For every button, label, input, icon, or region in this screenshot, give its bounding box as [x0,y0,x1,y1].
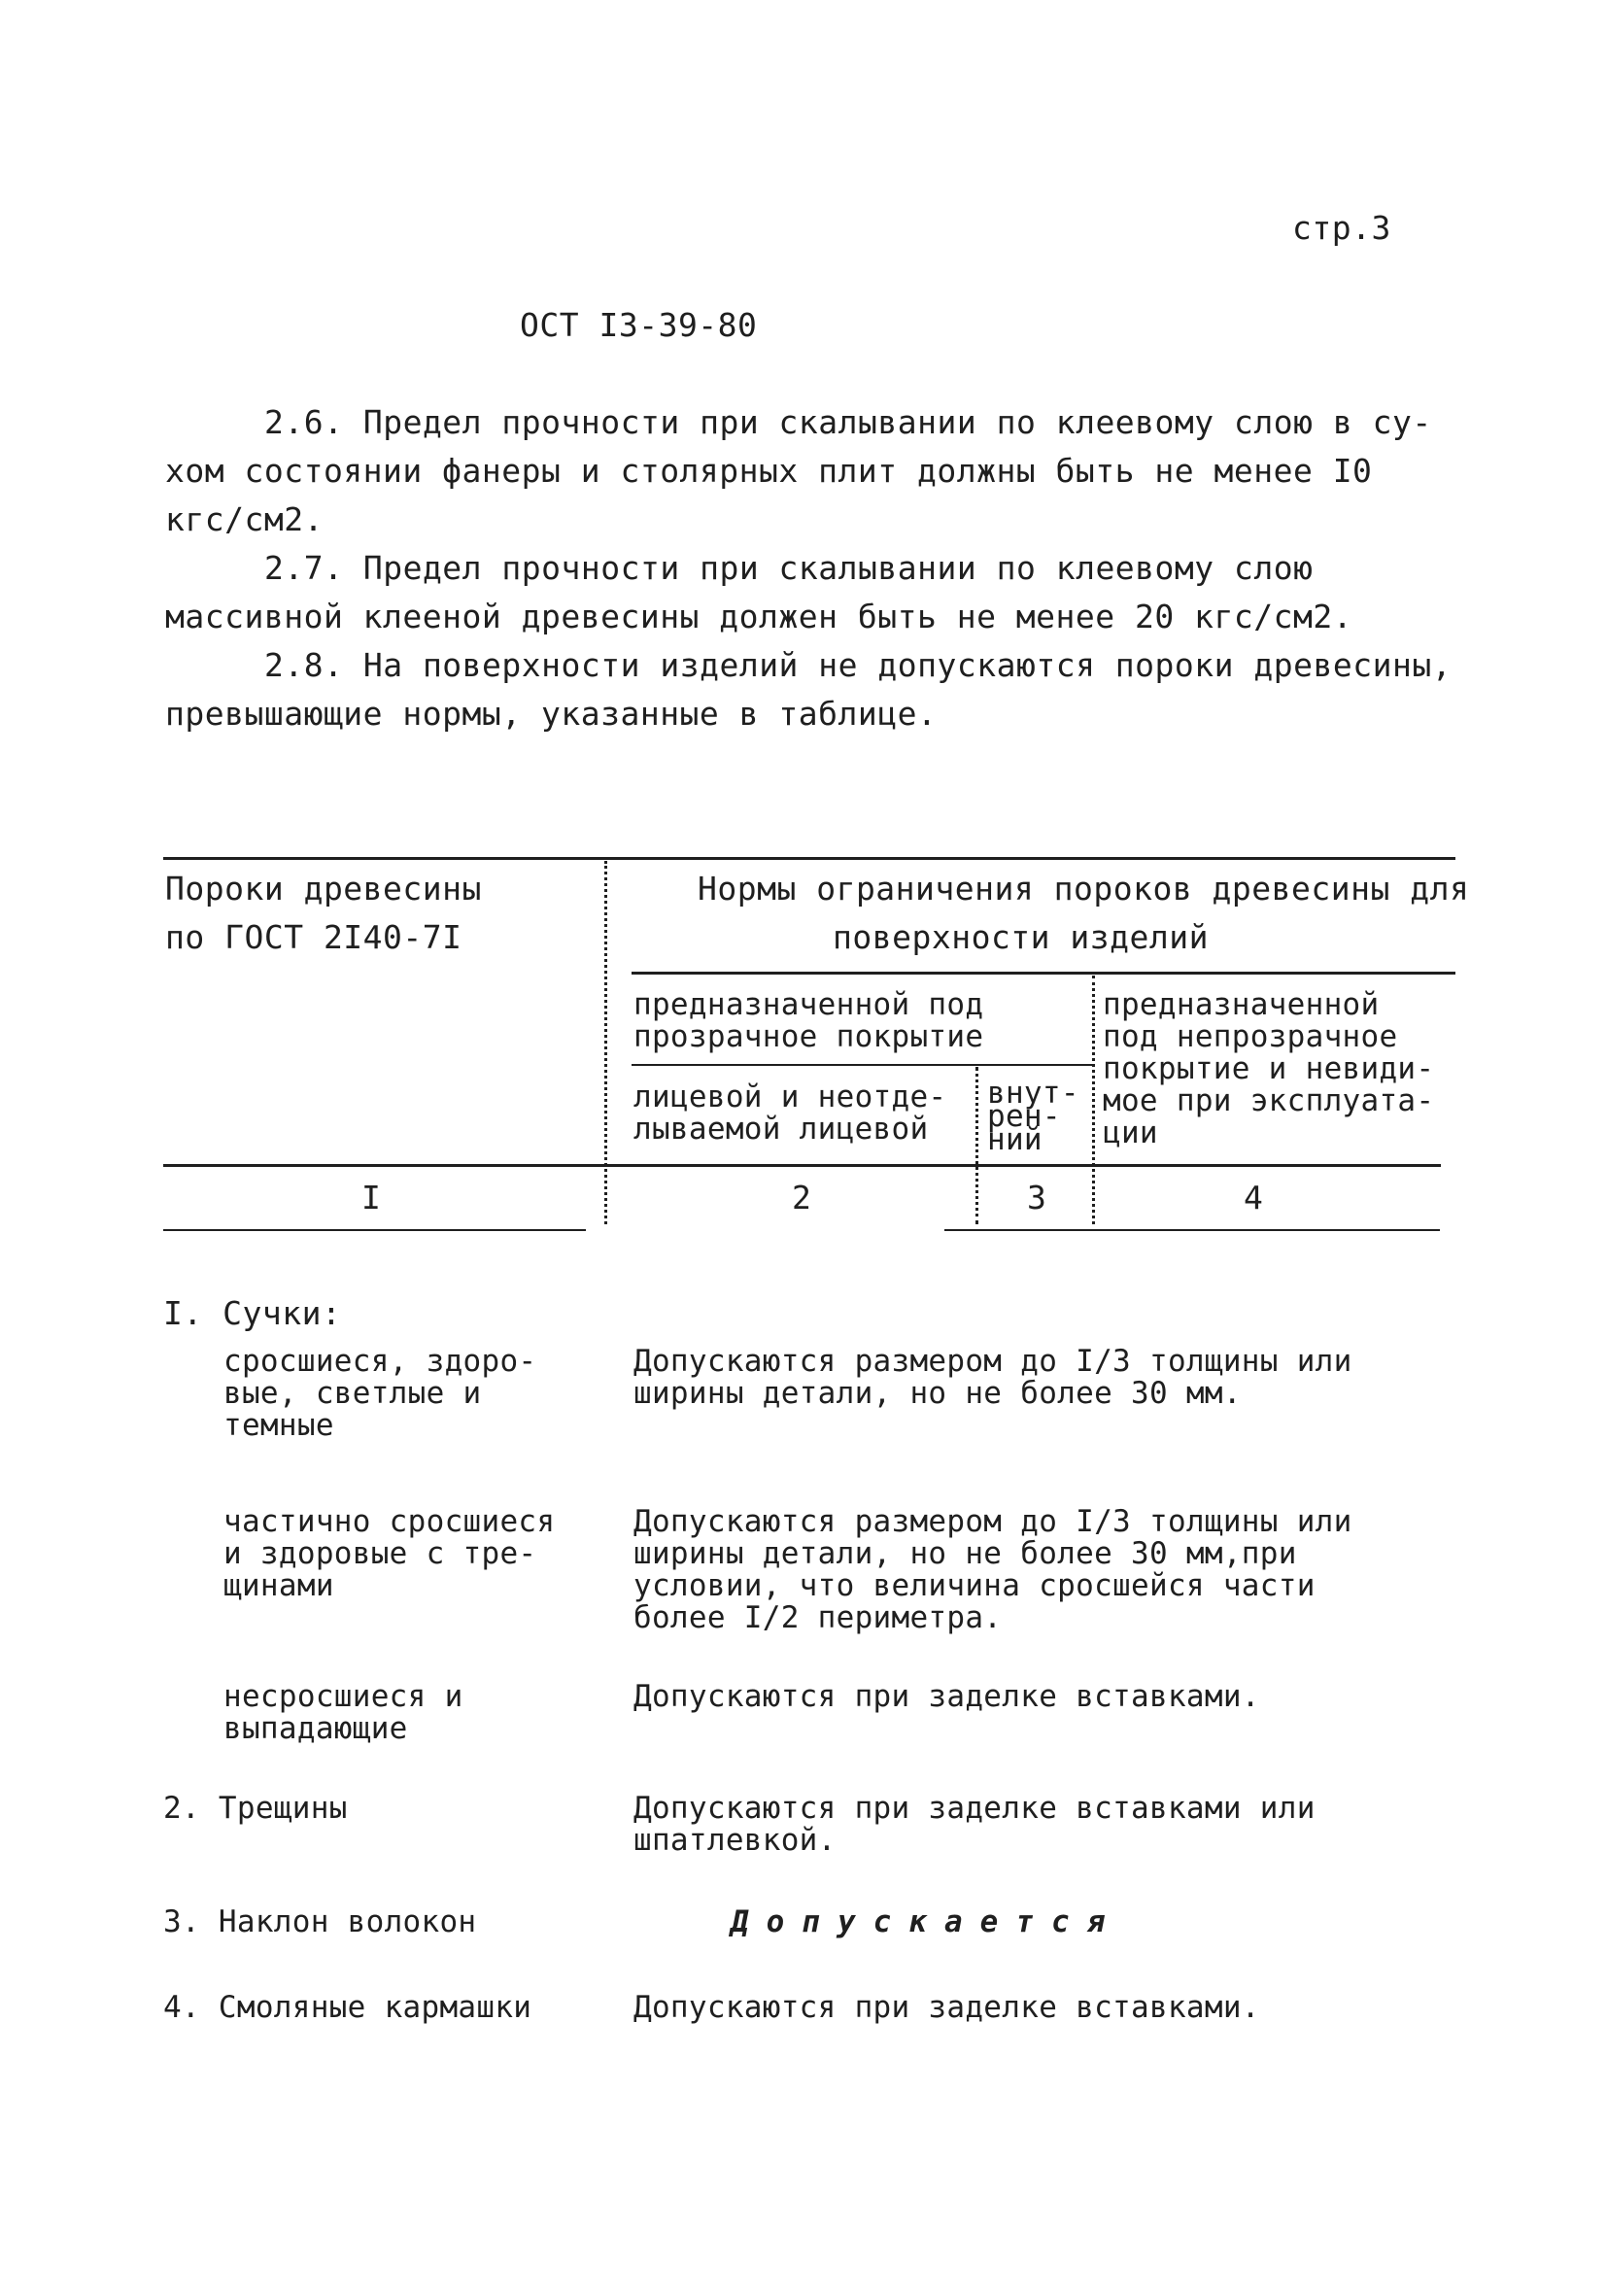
header-bottom-rule [163,1164,1441,1167]
col1-header-line-2: по ГОСТ 2I40-7I [165,918,462,956]
numbering-bottom-rule-left [163,1229,586,1231]
table-top-rule [163,857,1455,860]
row-knots-unfused-name: несросшиеся и выпадающие [223,1679,463,1746]
page-number: стр.3 [1292,209,1391,247]
norms-subheader-rule [632,972,1455,975]
norms-header-line-2: поверхности изделий [833,918,1209,956]
paragraph-2-6-line-3: кгс/см2. [165,500,324,538]
transparent-coating-header: предназначенной под прозрачное покрытие [633,987,984,1054]
column-number-3: 3 [1027,1179,1047,1217]
row-knots-fused-name: сросшиеся, здоро- вые, светлые и темные [223,1344,537,1443]
paragraph-2-7-line-2: массивной клееной древесины должен быть не менее 20 кгс/см2. [165,598,1353,635]
row-slope-name: 3. Наклон волокон [163,1904,477,1939]
paragraph-2-6-line-1: 2.6. Предел прочности при скалывании по клеевому слою в су- [264,403,1432,441]
row-cracks-norm: Допускаются при заделке вставками или шпатлевкой. [633,1791,1316,1858]
row-knots-partial-norm: Допускаются размером до I/3 толщины или ширины детали, но не более 30 мм,при условии, что величина сросшейся части более I/2 периметра. [633,1504,1352,1635]
column-divider-3 [1092,976,1095,1224]
inner-surface-header: внут- рен- ний [987,1076,1079,1157]
numbering-bottom-rule-right [944,1229,1440,1231]
row-resin-name: 4. Смоляные кармашки [163,1990,532,2025]
norms-header-line-1: Нормы ограничения пороков древесины для [698,870,1470,908]
face-surface-header: лицевой и неотде- лываемой лицевой [633,1079,947,1147]
paragraph-2-7-line-1: 2.7. Предел прочности при скалывании по клеевому слою [264,549,1314,587]
col1-header-line-1: Пороки древесины [165,870,482,908]
paragraph-2-6-line-2: хом состоянии фанеры и столярных плит должны быть не менее I0 [165,452,1373,490]
row-knots-fused-norm: Допускаются размером до I/3 толщины или ширины детали, но не более 30 мм. [633,1344,1352,1411]
transparent-subheader-rule [632,1064,1093,1066]
row-knots-partial-name: частично сросшиеся и здоровые с тре- щинами [223,1504,556,1603]
paragraph-2-8-line-2: превышающие нормы, указанные в таблице. [165,695,938,733]
row-knots-unfused-norm: Допускаются при заделке вставками. [633,1679,1260,1714]
column-divider-2 [975,1067,978,1224]
row-knots-title: I. Сучки: [163,1294,342,1332]
paragraph-2-8-line-1: 2.8. На поверхности изделий не допускаются пороки древесины, [264,646,1453,684]
row-cracks-name: 2. Трещины [163,1791,348,1826]
column-divider-1 [604,861,607,1224]
row-resin-norm: Допускаются при заделке вставками. [633,1990,1260,2025]
column-number-2: 2 [792,1179,812,1217]
document-code: ОСТ I3-39-80 [520,306,758,344]
row-slope-norm: Допускается [731,1904,1123,1939]
column-number-1: I [361,1179,382,1217]
column-number-4: 4 [1244,1179,1264,1217]
opaque-coating-header: предназначенной под непрозрачное покрытие и невиди- мое при эксплуата- ции [1103,987,1435,1150]
